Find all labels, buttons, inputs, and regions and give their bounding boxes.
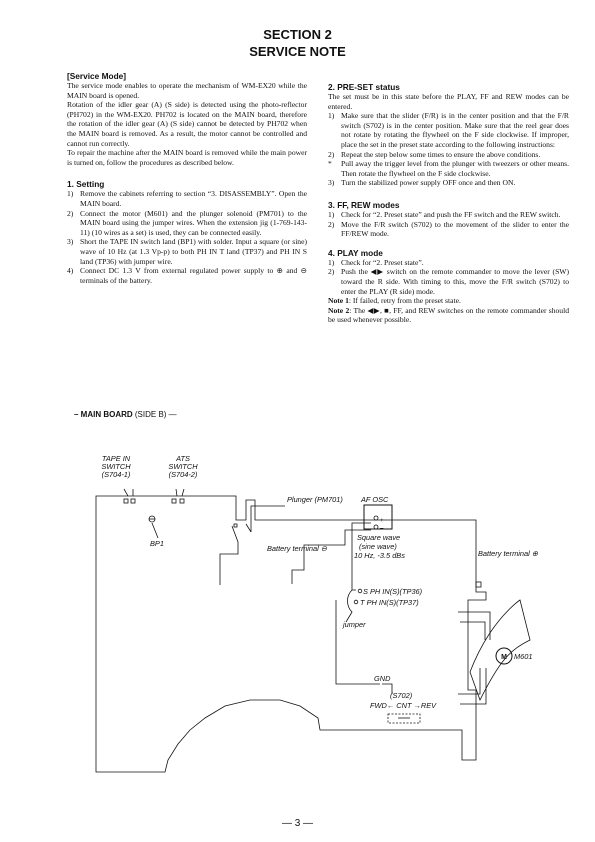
tape-in-label-1: TAPE IN xyxy=(101,454,131,463)
note-2-label: Note 2 xyxy=(328,305,350,315)
plunger-label: Plunger (PM701) xyxy=(287,495,343,504)
ats-label-1: ATS xyxy=(176,454,190,463)
page-number: — 3 — xyxy=(281,818,314,829)
frequency-label: 10 Hz, -3.5 dBs xyxy=(354,551,405,560)
item-number: 1) xyxy=(328,257,335,267)
section-label: SECTION 2 xyxy=(263,27,332,42)
item-number: 2) xyxy=(328,149,335,159)
item-text: Repeat the step below some times to ensure the above conditions. xyxy=(341,149,541,159)
battery-plus-label: Battery terminal ⊕ xyxy=(478,549,538,558)
item-text: Connect DC 1.3 V from external regulated power supply to ⊕ and ⊖ terminals of the battery. xyxy=(80,266,307,285)
item-text: Make sure that the slider (F/R) is in the center position and that the F/R switch (S702) is in the center position. Make sure that the reel gear does not rotate by rotating the flywheel on the F side clockwise. If improper, place the set in the preset state according to the following instructions: xyxy=(341,111,569,149)
item-number: * xyxy=(328,159,332,169)
item-number: 2) xyxy=(67,208,74,218)
item-text: Pull away the trigger level from the plunger with tweezers or other means. Then rotate the flywheel on the F side clockwise. xyxy=(341,159,569,178)
page-title: SERVICE NOTE xyxy=(249,44,346,59)
diagram-title-rest: (SIDE B) — xyxy=(132,410,177,419)
note-1-label: Note 1 xyxy=(328,296,349,306)
item-text: Connect the motor (M601) and the plunger solenoid (PM701) to the MAIN board using the jumper wires. When the extension jig (1-769-143-11) (10 wires as a set) is used, they can be connected easily. xyxy=(80,208,307,237)
item-text: Check for “2. Preset state”. xyxy=(341,257,424,267)
battery-minus-label: Battery terminal ⊖ xyxy=(267,544,327,553)
item-number: 1) xyxy=(67,189,74,199)
item-number: 3) xyxy=(328,178,335,188)
s702-label: (S702) xyxy=(390,691,413,700)
jumper-label: jumper xyxy=(343,620,366,629)
service-mode-para-3: To repair the machine after the MAIN board is removed while the main power is turned on, follow the procedures as described below. xyxy=(67,148,307,167)
tp36-label: S PH IN(S)(TP36) xyxy=(363,587,423,596)
note-2-text: : The ◀▶, ■, FF, and REW switches on the remote commander should be used whenever possible. xyxy=(328,305,569,325)
af-osc-label: AF OSC xyxy=(361,495,389,504)
tape-in-label-2: SWITCH xyxy=(101,462,131,471)
preset-heading: 2. PRE-SET status xyxy=(328,82,400,92)
item-number: 2) xyxy=(328,219,335,229)
note-1-text: : If failed, retry from the preset state. xyxy=(348,296,461,306)
sine-wave-label: (sine wave) xyxy=(359,542,397,551)
motor-symbol: M xyxy=(501,654,507,661)
item-number: 4) xyxy=(67,266,74,276)
item-text: Move the F/R switch (S702) to the movement of the slider to enter the FF/REW mode. xyxy=(341,219,569,239)
item-text: Turn the stabilized power supply OFF once and then ON. xyxy=(341,178,516,188)
item-text: Remove the cabinets referring to section “3. DISASSEMBLY”. Open the MAIN board. xyxy=(80,189,307,208)
item-text: Push the ◀▶ switch on the remote commander to move the lever (SW) toward the R side. With timing to this, move the F/R switch (S702) to enter the PLAY (R side) mode. xyxy=(341,267,569,296)
preset-intro: The set must be in this state before the PLAY, FF and REW modes can be entered. xyxy=(328,92,569,111)
tape-in-label-3: (S704-1) xyxy=(101,470,131,479)
item-number: 1) xyxy=(328,111,335,121)
osc-plus-label: + xyxy=(380,518,384,524)
motor-label: M601 xyxy=(514,652,533,661)
item-text: Short the TAPE IN switch land (BP1) with solder. Input a square (or sine) wave of 10 Hz (at 1.3 Vp-p) to both PH IN T land (TP37) and PH IN S land (TP36) with jumper wire. xyxy=(80,237,307,266)
item-number: 2) xyxy=(328,267,335,277)
item-number: 3) xyxy=(67,237,74,247)
fwd-rev-label: FWD← CNT →REV xyxy=(370,701,437,710)
osc-minus-label: – xyxy=(380,526,384,532)
service-mode-heading: [Service Mode] xyxy=(67,71,127,81)
play-heading: 4. PLAY mode xyxy=(328,247,383,258)
ats-label-2: SWITCH xyxy=(168,462,198,471)
square-wave-label: Square wave xyxy=(357,533,401,542)
service-mode-para-1: The service mode enables to operate the mechanism of WM-EX20 while the MAIN board is opened. xyxy=(67,81,307,100)
ats-label-3: (S704-2) xyxy=(168,470,198,479)
item-text: Check for “2. Preset state” and push the FF switch and the REW switch. xyxy=(341,209,561,219)
item-number: 1) xyxy=(328,209,335,219)
diagram-title-bold: – MAIN BOARD xyxy=(74,410,133,419)
ff-rew-heading: 3. FF, REW modes xyxy=(328,199,400,210)
service-mode-para-2: Rotation of the idler gear (A) (S side) is detected using the photo-reflector (PH702) in the WM-EX20. PH702 is located on the MAIN board, therefore the rotation of the idler gear (A) (S side) cannot be detected by PH702 when the MAIN board is removed. As a result, the motor cannot be controlled and cannot run correctly. xyxy=(67,100,307,148)
tp37-label: T PH IN(S)(TP37) xyxy=(360,598,419,607)
bp1-label: BP1 xyxy=(150,539,164,548)
gnd-label: GND xyxy=(374,674,391,683)
setting-heading: 1. Setting xyxy=(67,179,105,190)
